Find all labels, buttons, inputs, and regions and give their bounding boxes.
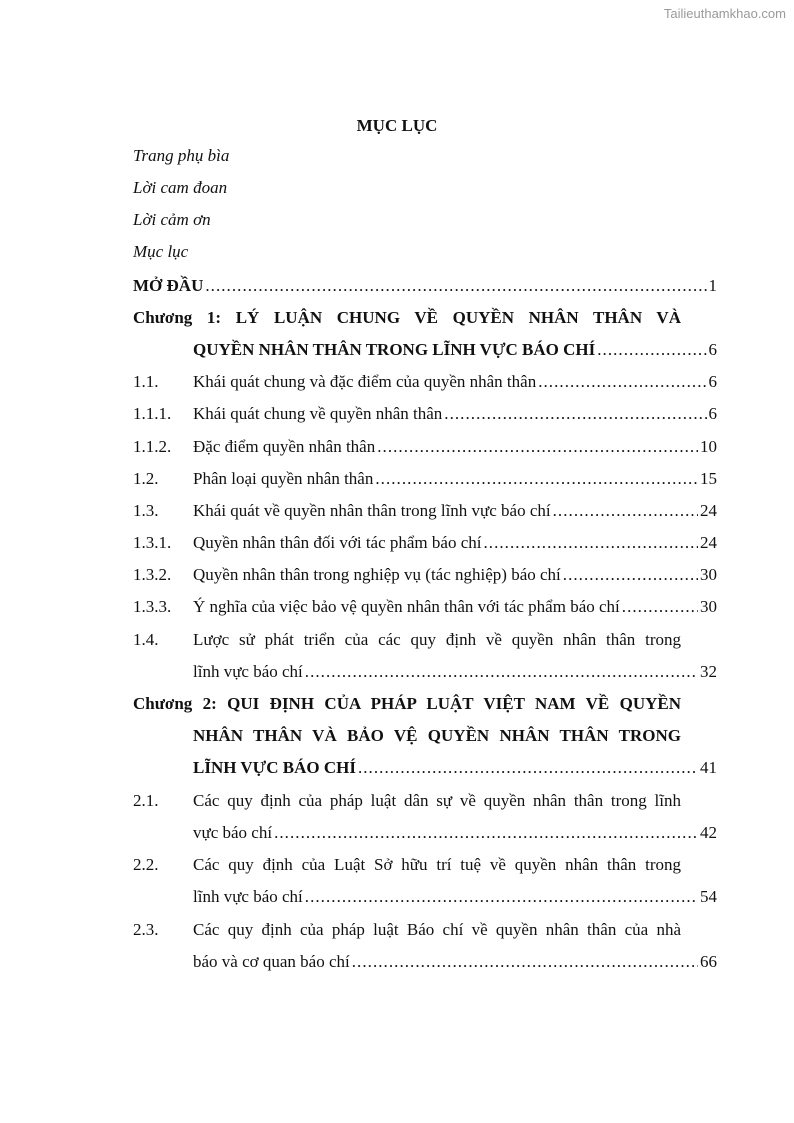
toc-page-number: 6 (708, 372, 717, 391)
toc-page-number: 24 (700, 533, 717, 552)
leader-dots (553, 498, 698, 524)
toc-entry (133, 594, 717, 620)
toc-entry (133, 852, 681, 878)
toc-entry (133, 917, 681, 943)
toc-entry-title: Quyền nhân thân đối với tác phẩm báo chí (193, 533, 482, 552)
toc-page-number: 32 (700, 662, 717, 681)
toc-page-number: 30 (700, 565, 717, 584)
toc-entry-title: Các quy định của pháp luật dân sự về quyền nhân thân trong lĩnh (193, 791, 681, 810)
toc-entry-title: QUYỀN NHÂN THÂN TRONG LĨNH VỰC BÁO CHÍ (193, 340, 596, 359)
toc-entry-continuation (133, 659, 717, 685)
section-number: 2.1. (133, 791, 159, 810)
toc-entry-title: MỞ ĐẦU (133, 276, 204, 295)
toc-entry-intro (133, 273, 717, 299)
leader-dots (305, 659, 698, 685)
section-number: 1.3.3. (133, 597, 172, 616)
leader-dots (352, 949, 698, 975)
leader-dots (377, 434, 698, 460)
toc-entry (133, 466, 717, 492)
toc-page-number: 10 (700, 437, 717, 456)
toc-page-number: 66 (700, 952, 717, 971)
toc-entry-title: Các quy định của Luật Sở hữu trí tuệ về quyền nhân thân trong (193, 855, 681, 874)
leader-dots (622, 594, 698, 620)
toc-entry-title: Phân loại quyền nhân thân (193, 469, 374, 488)
page-title: MỤC LỤC (356, 116, 438, 135)
toc-entry-continuation (133, 820, 717, 846)
toc-entry (133, 401, 717, 427)
toc-entry-title: Lược sử phát triển của các quy định về quyền nhân thân trong (193, 630, 681, 649)
leader-dots (358, 755, 698, 781)
toc-entry-title: Khái quát chung về quyền nhân thân (193, 404, 443, 423)
section-number: 1.4. (133, 630, 159, 649)
toc-entry-title: lĩnh vực báo chí (193, 662, 303, 681)
leader-dots (444, 401, 706, 427)
section-number: 1.1. (133, 372, 159, 391)
section-number: 1.2. (133, 469, 159, 488)
toc-page-number: 24 (700, 501, 717, 520)
front-matter-item: Lời cảm ơn (133, 210, 211, 229)
toc-entry-title: LĨNH VỰC BÁO CHÍ (193, 758, 356, 777)
toc-page-number: 30 (700, 597, 717, 616)
leader-dots (375, 466, 698, 492)
front-matter-item: Mục lục (133, 242, 189, 261)
section-number: 1.3. (133, 501, 159, 520)
section-number: 1.1.1. (133, 404, 172, 423)
toc-entry-title: Các quy định của pháp luật Báo chí về quyền nhân thân của nhà (193, 920, 681, 939)
toc-entry (133, 498, 717, 524)
watermark: Tailieuthamkhao.com (663, 6, 786, 21)
toc-entry-chapter-2 (133, 755, 717, 781)
leader-dots (274, 820, 698, 846)
toc-entry (133, 369, 717, 395)
section-number: 1.1.2. (133, 437, 172, 456)
toc-entry (133, 562, 717, 588)
leader-dots (597, 337, 706, 363)
toc-entry (133, 434, 717, 460)
toc-page-number: 1 (708, 276, 717, 295)
toc-page-number: 15 (700, 469, 717, 488)
section-number: 1.3.2. (133, 565, 172, 584)
toc-page-number: 42 (700, 823, 717, 842)
leader-dots (538, 369, 706, 395)
toc-entry-title: Khái quát về quyền nhân thân trong lĩnh vực báo chí (193, 501, 551, 520)
toc-page-number: 54 (700, 887, 717, 906)
section-number: 2.3. (133, 920, 159, 939)
leader-dots (563, 562, 698, 588)
toc-page-number: 6 (708, 404, 717, 423)
toc-page-number: 6 (708, 340, 717, 359)
toc-entry-chapter-1 (133, 337, 717, 363)
toc-page-number: 41 (700, 758, 717, 777)
toc-entry-title: Khái quát chung và đặc điểm của quyền nhân thân (193, 372, 537, 391)
leader-dots (483, 530, 698, 556)
section-number: 1.3.1. (133, 533, 172, 552)
toc-entry-title: báo và cơ quan báo chí (193, 952, 350, 971)
toc-entry-title: vực báo chí (193, 823, 273, 842)
front-matter-item: Lời cam đoan (133, 178, 228, 197)
front-matter-item: Trang phụ bìa (133, 146, 230, 165)
toc-entry-continuation (133, 949, 717, 975)
toc-entry-continuation (133, 884, 717, 910)
chapter-2-heading: Chương 2: QUI ĐỊNH CỦA PHÁP LUẬT VIỆT NAM VỀ QUYỀN (133, 694, 681, 713)
chapter-2-heading: NHÂN THÂN VÀ BẢO VỆ QUYỀN NHÂN THÂN TRONG (193, 726, 681, 745)
leader-dots (305, 884, 698, 910)
section-number: 2.2. (133, 855, 159, 874)
chapter-1-heading: Chương 1: LÝ LUẬN CHUNG VỀ QUYỀN NHÂN THÂN VÀ (133, 308, 681, 327)
toc-entry (133, 627, 681, 653)
toc-entry-title: Quyền nhân thân trong nghiệp vụ (tác nghiệp) báo chí (193, 565, 561, 584)
toc-entry (133, 530, 717, 556)
toc-entry-title: Ý nghĩa của việc bảo vệ quyền nhân thân với tác phẩm báo chí (193, 597, 620, 616)
leader-dots (205, 273, 706, 299)
toc-entry (133, 788, 681, 814)
toc-entry-title: lĩnh vực báo chí (193, 887, 303, 906)
toc-entry-title: Đặc điểm quyền nhân thân (193, 437, 376, 456)
